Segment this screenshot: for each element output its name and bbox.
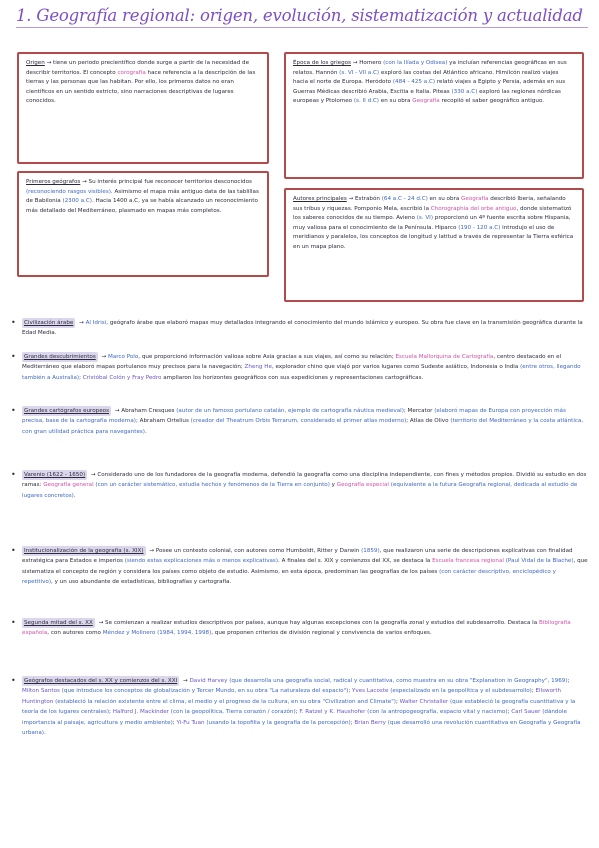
highlight-term: Escuela francesa regional — [432, 558, 504, 565]
section-heading: Institucionalización de la geografía (s. XIX) — [22, 546, 146, 556]
body-text: en su obra — [379, 98, 413, 105]
aside-text: (con un carácter sistemático, estudia hechos y fenómenos de la Tierra en conjunto) — [93, 482, 330, 489]
highlight-term: Milton Santos — [22, 688, 60, 695]
bullet-dot: • — [11, 352, 16, 361]
aside-text: (que introduce los conceptos de globalización y Tercer Mundo, en su obra "La naturaleza del espacio") — [59, 688, 349, 695]
body-text: , y un uso abundante de estadísticas, bibliografías y cartografía. — [51, 579, 232, 586]
bullet-dot: • — [11, 546, 16, 555]
body-text: , geógrafo árabe que elaboró mapas muy detallados integrando el conocimiento del mundo islámico y europeo. Su obra fue clave en la transmisión geográfica durante la Edad Media. — [22, 320, 583, 337]
highlight-term: Geografía — [412, 98, 440, 105]
highlight-term: corografía — [117, 69, 146, 76]
body-text: ; Abraham Ortelius — [136, 418, 191, 425]
body-text: , explorador chino que viajó por varios lugares como Sudeste asiático, Indonesia o India — [271, 364, 521, 371]
body-text: → Se comienzan a realizar estudios descriptivos por países, aunque hay algunas excepciones con la geografía zonal y estudios del subdesarrollo. Destaca la — [96, 620, 539, 626]
body-text: ; — [348, 688, 353, 695]
highlight-term: Carl Sauer — [511, 709, 541, 716]
body-text: ; — [109, 709, 113, 716]
body-text: ; Atlas de Olivo — [406, 418, 451, 425]
body-text: , que proponen criterios de división regional y convivencia de varios enfoques. — [211, 630, 432, 637]
item-institucionalizacion — [11, 546, 588, 622]
highlight-term: Yves Lacoste — [352, 688, 389, 695]
body-text: . A finales del s. XIX y comienzos del XX, se destaca la — [278, 558, 433, 565]
highlight-term: Geografía general — [43, 482, 94, 489]
body-text: → — [77, 320, 86, 326]
body-text: → tiene un periodo precientífico donde surge a partir de la necesidad de describir territorios. El concepto — [26, 60, 250, 76]
body-text: hace referencia a la descripción de las tierras y las personas que las habitan. Por ello, los primeros datos no eran científicos en un sentido estricto, sino narraciones descriptivas de lugares conocidos. — [26, 69, 256, 105]
highlight-term: F. Ratzel y K. Haushofer — [299, 709, 366, 716]
highlight-term: Ellsworth Huntington — [22, 688, 562, 705]
body-text: relató viajes a Egipto y Persia, además en sus Guerras Médicas describió Arabia, Escitia e Italia. Piteas — [293, 79, 566, 95]
aside-text: (autor de un famoso portulano catalán, ejemplo de cartografía náutica medieval) — [176, 408, 404, 414]
body-text: → Considerado uno de los fundadores de la geografía moderna, defendió la geografía como una disciplina independiente, con fines y métodos propios. Dividió su estudio en dos ramas: — [22, 472, 587, 489]
aside-text: (s. VI - VII a.C) — [339, 69, 380, 76]
aside-text: (que desarrolla una geografía social, radical y cuantitativa, como muestra en su obra "Explanation in Geography", 1969) — [227, 678, 568, 684]
aside-text: (que desarrolló una revolución cuantitativa en Geografía y Geografía urbana) — [22, 719, 581, 737]
section-heading: Civilización árabe — [22, 318, 75, 328]
aside-text: (territorio del Mediterráneo y la costa atlántica, con gran utilidad práctica para navegantes) — [22, 418, 584, 435]
aside-text: (con la geopolítica, Tierra corazón / corazón) — [168, 709, 296, 716]
body-text: proporcionó un 4º fuente escrita sobre Hispania, muy valiosa para el conocimiento de la Península. Hiparco — [293, 215, 571, 231]
aside-text: (siendo estas explicaciones más o menos explicativas) — [124, 558, 279, 565]
aside-text: (equivalente a la futura Geografía regional, dedicada al estudio de lugares concretos) — [22, 482, 578, 499]
aside-text: (s. VI) — [416, 215, 434, 222]
body-text: → Posee un contexto colonial, con autores como Humboldt, Ritter y Darwin — [147, 548, 362, 554]
highlight-term: Walter Christaller — [399, 698, 449, 705]
body-text: → — [181, 678, 190, 684]
item-varenio — [11, 470, 588, 534]
body-text: ; — [567, 678, 570, 684]
highlight-term: David Harvey — [189, 678, 228, 684]
section-heading: Época de los griegos — [293, 60, 351, 66]
box-origen — [17, 52, 269, 164]
item-grandes-cartografos — [11, 406, 588, 450]
body-text: . Hacia 1400 a.C, ya se había alcanzado un reconocimiento más detallado del Mediterráneo, plasmado en mapas más completos. — [26, 198, 258, 214]
body-text: ; — [295, 709, 300, 716]
highlight-term: Brian Berry — [354, 719, 386, 726]
aside-text: Marco Polo — [108, 354, 139, 360]
body-text: ya incluían referencias geográficas en sus relatos. Hannón — [293, 60, 567, 76]
item-geografos-destacados — [11, 676, 588, 846]
aside-text: (elaboró mapas de Europa con proyección más precisa, base de la cartografía moderna) — [22, 408, 566, 425]
aside-text: Al Idrisi — [85, 320, 107, 326]
aside-text: (1859) — [361, 548, 380, 554]
item-segunda-mitad-xx — [11, 618, 588, 662]
aside-text: (que estableció la geografía cuantitativa y la teoría de los lugares centrales) — [22, 698, 576, 716]
section-heading: Segunda mitad del s. XX — [22, 618, 95, 628]
aside-text: (usando la topofilia y la geografía de la percepción) — [204, 719, 351, 726]
page-title: 1. Geografía regional: origen, evolución, sistematización y actualidad — [16, 6, 583, 25]
aside-text: (330 a.C) — [451, 88, 478, 95]
highlight-term: Yi-Fu Tuan — [176, 719, 205, 726]
aside-text: (reconociendo rasgos visibles) — [26, 188, 111, 195]
item-civilizacion-arabe — [11, 318, 588, 342]
aside-text: (especializado en la geopolítica y el subdesarrollo) — [388, 688, 532, 695]
aside-text: (Paul Vidal de la Blache) — [503, 558, 574, 565]
aside-text: (2300 a.C) — [62, 198, 92, 205]
body-text: → Su interés principal fue reconocer territorios desconocidos — [80, 179, 252, 185]
aside-text: (con la antropogeografía, espacio vital y nacismo) — [365, 709, 508, 716]
body-text: ; — [507, 709, 512, 716]
highlight-term: Chorographia del orbe antiguo — [430, 205, 517, 212]
body-text: ; — [172, 719, 177, 726]
section-heading: Origen — [26, 60, 45, 66]
highlight-term: Geografía — [461, 196, 489, 202]
section-heading: Grandes cartógrafos europeos — [22, 406, 111, 416]
bullet-dot: • — [11, 618, 16, 627]
section-heading: Autores principales — [293, 196, 347, 202]
body-text: , que sistematiza el concepto de región y considera los países como objeto de estudio. Asimismo, en esta época, predominan las geografías de los países — [22, 558, 588, 575]
body-text: exploró las costas del Atlántico africano. Himilcón realizó viajes hacia el norte de Europa. Heródoto — [293, 69, 559, 86]
box-epoca-griegos — [284, 52, 584, 179]
aside-text: (190 - 120 a.C) — [458, 224, 501, 231]
aside-text: (64 a.C - 24 d.C) — [381, 196, 428, 202]
body-text: introdujo el uso de meridianos y paralelos, los conceptos de longitud y latitud a través de representar la Tierra esférica en un mapa plano. — [293, 224, 574, 250]
highlight-term: Halford J. Mackinder — [112, 709, 169, 716]
box-primeros-geografos — [17, 171, 269, 277]
section-heading: Primeros geógrafos — [26, 179, 81, 185]
bullet-dot: • — [11, 676, 16, 685]
body-text: , centro destacado en el Mediterráneo que elaboró mapas portulanos muy precisos para la navegación; — [22, 354, 562, 371]
body-text: , que proporcionó información valiosa sobre Asia gracias a sus viajes, así como su relación; — [138, 354, 396, 360]
aside-text: (s. II d.C) — [353, 98, 379, 105]
body-text: . — [43, 730, 46, 737]
aside-text: Méndez y Molinero (1984, 1994, 1998) — [102, 630, 212, 637]
body-text: . — [73, 492, 76, 499]
bullet-dot: • — [11, 406, 16, 415]
body-text: ampliaron los horizontes geográficos con sus expediciones y representaciones cartográficas. — [161, 374, 424, 381]
item-grandes-descubrimientos — [11, 352, 588, 396]
section-heading: Varenio (1622 - 1650) — [22, 470, 87, 480]
body-text: y — [329, 482, 337, 489]
body-text: ; — [350, 719, 355, 726]
highlight-term: Zheng He — [244, 364, 272, 371]
body-text: , con autores como — [47, 630, 103, 637]
section-heading: Grandes descubrimientos — [22, 352, 98, 362]
body-text: recopiló el saber geográfico antiguo. — [439, 98, 545, 105]
body-text: ; Mercator — [403, 408, 435, 414]
body-text: → — [99, 354, 108, 360]
body-text: → Homero — [350, 60, 384, 66]
highlight-term: Geografía especial — [336, 482, 389, 489]
body-text: → Estrabón — [346, 196, 382, 202]
bullet-dot: • — [11, 318, 16, 327]
body-text: describió Iberia, señalando sus tribus y riquezas. Pomponio Mela, escribió la — [293, 196, 566, 212]
aside-text: (con carácter descriptivo, enciclopédico y repetitivo) — [22, 568, 556, 586]
body-text: , donde sistematizó los saberes conocidos de su tiempo. Avieno — [293, 205, 572, 222]
highlight-term: Bibliografía española — [22, 620, 571, 637]
aside-text: (con la Ilíada y Odisea) — [383, 60, 448, 66]
body-text: . Asimismo el mapa más antiguo data de las tablillas de Babilonia — [26, 188, 259, 205]
aside-text: (dándole importancia al paisaje, agricultura y medio ambiente) — [22, 709, 567, 726]
body-text: , que realizaron una serie de descripciones explicativas con finalidad estratégica para Estados e imperios — [22, 548, 573, 565]
aside-text: (entre otros, llegando también a Australia) — [22, 364, 581, 381]
body-text: → Abraham Cresques — [113, 408, 177, 414]
body-text: exploró las regiones nórdicas europeas y Ptolomeo — [293, 88, 561, 105]
highlight-term: Escuela Mallorquina de Cartografía — [395, 354, 494, 360]
title-underline — [16, 27, 588, 28]
highlight-term: Cristóbal Colón y Fray Pedro — [82, 374, 162, 381]
aside-text: (creador del Theatrum Orbis Terrarum, considerado el primer atlas moderno) — [190, 418, 407, 425]
aside-text: (484 - 425 a.C) — [392, 79, 436, 86]
bullet-dot: • — [11, 470, 16, 479]
body-text: . — [144, 428, 147, 435]
body-text: ; — [79, 374, 83, 381]
body-text: ; — [395, 698, 400, 705]
box-autores-principales — [284, 188, 584, 302]
body-text: ; — [531, 688, 536, 695]
body-text: en su obra — [427, 196, 462, 202]
section-heading: Geógrafos destacados del s. XX y comienzos del s. XXI — [22, 676, 179, 686]
aside-text: (estableció la relación existente entre el clima, el medio y el progreso de la cultura, en su obra "Civilization and Climate") — [53, 698, 396, 705]
